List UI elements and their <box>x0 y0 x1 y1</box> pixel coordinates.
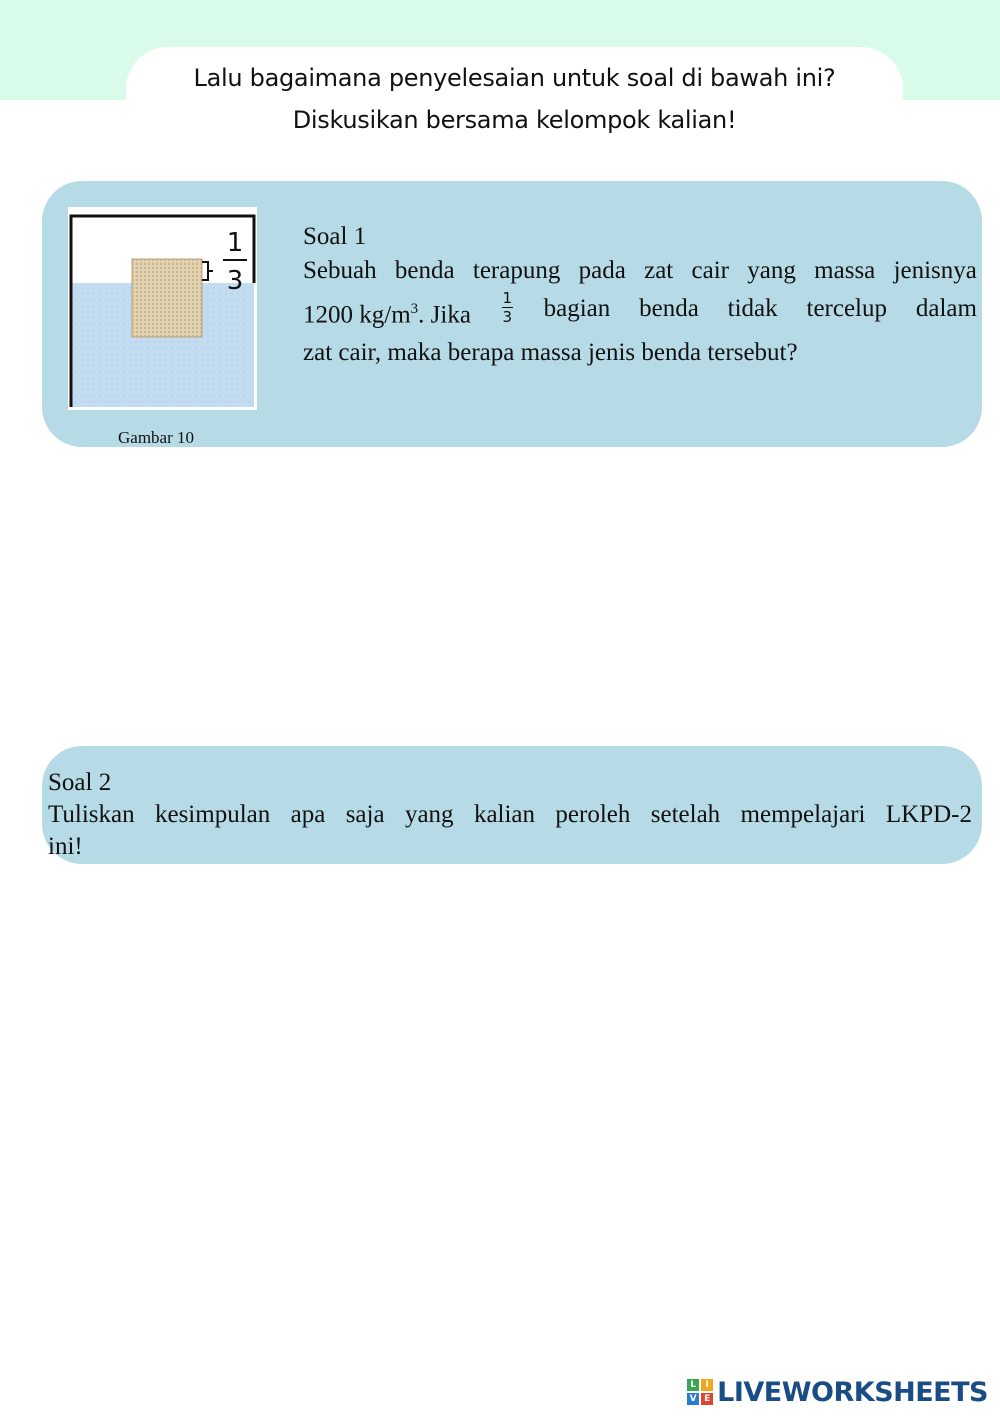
question-2-line-1 <box>48 799 972 831</box>
question-1-line-2 <box>303 290 977 334</box>
word: setelah <box>650 801 721 828</box>
page-header <box>126 57 903 141</box>
floating-block <box>132 259 202 337</box>
word: pada <box>578 257 626 284</box>
logo-letter: E <box>701 1393 713 1405</box>
jika-text: . Jika <box>418 301 471 329</box>
word: massa <box>814 257 876 284</box>
word: tidak <box>727 295 778 322</box>
word: kalian <box>473 801 536 828</box>
word: yang <box>747 257 796 284</box>
density-text: 1200 kg/m <box>303 301 411 329</box>
word: zat <box>644 257 674 284</box>
fraction-denominator: 3 <box>502 308 513 326</box>
exponent: 3 <box>410 301 419 317</box>
word: tercelup <box>806 295 888 322</box>
word: dalam <box>915 295 977 322</box>
bracket-mark <box>202 262 213 280</box>
question-1-title: Soal 1 <box>303 223 367 250</box>
figure-floating-object <box>68 207 257 410</box>
logo-letter: V <box>687 1393 699 1405</box>
question-2-title: Soal 2 <box>48 769 112 796</box>
question-1-line-1 <box>303 252 977 290</box>
word: benda <box>394 257 455 284</box>
word: peroleh <box>555 801 631 828</box>
word: Tuliskan <box>48 801 135 828</box>
question-1-line-3: zat cair, maka berapa massa jenis benda tersebut? <box>303 339 798 367</box>
word: bagian <box>543 295 611 322</box>
word: terapung <box>472 257 561 284</box>
logo-letter: L <box>687 1379 699 1391</box>
word: cair <box>691 257 729 284</box>
word: Sebuah <box>303 257 377 284</box>
figure-caption: Gambar 10 <box>118 428 195 447</box>
brand-name: LIVEWORKSHEETS <box>717 1376 988 1408</box>
word: benda <box>639 295 699 322</box>
density-value <box>303 290 471 334</box>
word: kesimpulan <box>154 801 271 828</box>
fraction-numerator: 1 <box>502 289 513 307</box>
word: saja <box>345 801 385 828</box>
logo-letter: I <box>701 1379 713 1391</box>
liveworksheets-brand[interactable] <box>687 1374 988 1410</box>
figure-label-den: 3 <box>226 266 244 296</box>
question-2-line-2: ini! <box>48 833 83 860</box>
word: jenisnya <box>893 257 977 284</box>
header-line-2: Diskusikan bersama kelompok kalian! <box>292 106 737 134</box>
figure-label-num: 1 <box>226 228 244 258</box>
question-1 <box>303 222 977 372</box>
word: apa <box>290 801 326 828</box>
question-2 <box>48 767 972 863</box>
word: yang <box>404 801 454 828</box>
word: LKPD-2 <box>885 801 972 828</box>
header-line-1: Lalu bagaimana penyelesaian untuk soal di bawah ini? <box>193 64 836 92</box>
liveworksheets-logo-icon <box>687 1379 713 1405</box>
word: mempelajari <box>740 801 866 828</box>
fraction <box>502 290 513 334</box>
